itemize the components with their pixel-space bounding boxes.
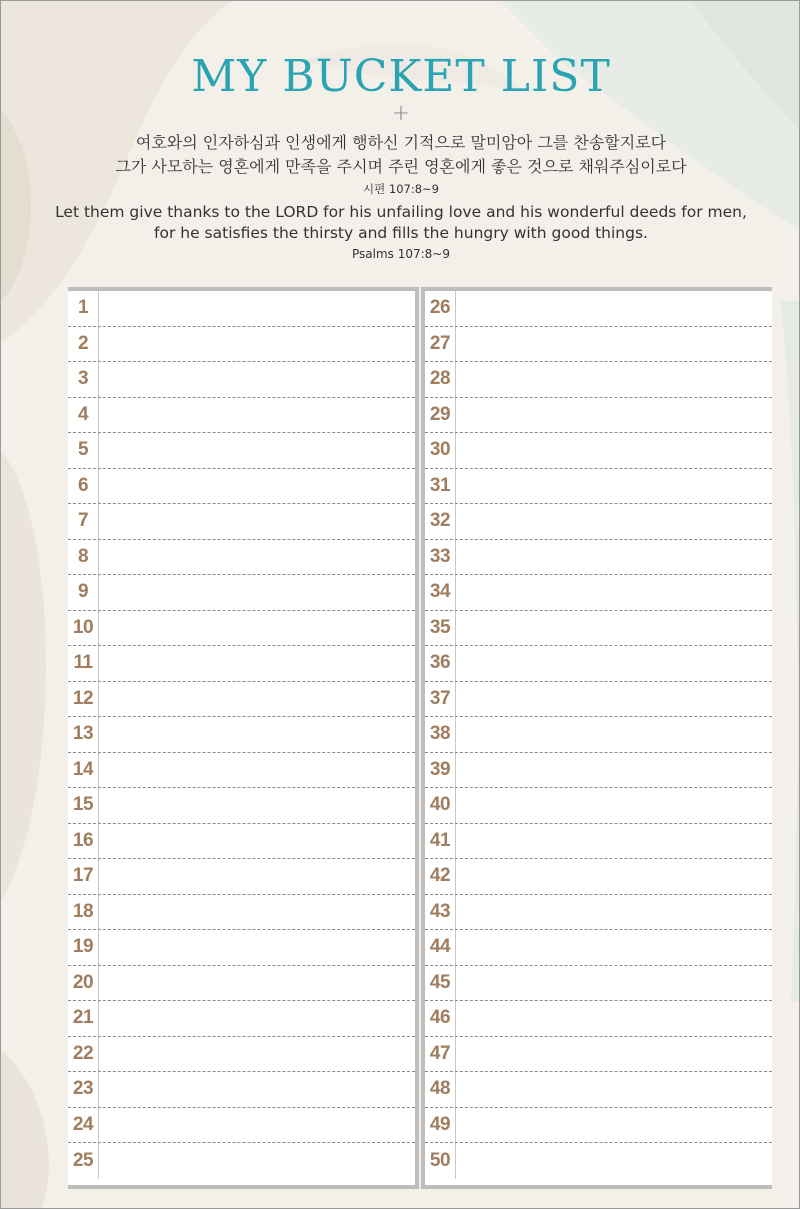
- item-number: 23: [68, 1072, 99, 1107]
- item-write-line[interactable]: [456, 504, 772, 539]
- item-number: 9: [68, 575, 99, 610]
- list-item: [425, 540, 772, 576]
- verse-korean-line-2: 그가 사모하는 영혼에게 만족을 주시며 주린 영혼에게 좋은 것으로 채워주심이로다: [115, 157, 687, 176]
- item-number: 36: [425, 646, 456, 681]
- item-number: 7: [68, 504, 99, 539]
- item-number: 3: [68, 362, 99, 397]
- item-number: 43: [425, 895, 456, 930]
- list-item: [425, 824, 772, 860]
- item-write-line[interactable]: [99, 398, 415, 433]
- list-item: [68, 327, 415, 363]
- item-number: 18: [68, 895, 99, 930]
- list-item: [425, 682, 772, 718]
- item-write-line[interactable]: [99, 611, 415, 646]
- item-number: 28: [425, 362, 456, 397]
- list-item: [425, 859, 772, 895]
- verse-english-line-1: Let them give thanks to the LORD for his unfailing love and his wonderful deeds for men,: [55, 203, 747, 221]
- item-number: 49: [425, 1108, 456, 1143]
- item-write-line[interactable]: [99, 504, 415, 539]
- item-number: 5: [68, 433, 99, 468]
- verse-english-line-2: for he satisfies the thirsty and fills the hungry with good things.: [154, 224, 648, 242]
- item-write-line[interactable]: [99, 469, 415, 504]
- item-write-line[interactable]: [456, 966, 772, 1001]
- item-write-line[interactable]: [99, 1072, 415, 1107]
- list-item: [68, 966, 415, 1002]
- item-number: 29: [425, 398, 456, 433]
- item-write-line[interactable]: [99, 362, 415, 397]
- item-write-line[interactable]: [99, 753, 415, 788]
- list-item: [68, 1108, 415, 1144]
- item-number: 6: [68, 469, 99, 504]
- item-write-line[interactable]: [456, 824, 772, 859]
- list-item: [425, 1037, 772, 1073]
- item-number: 26: [425, 291, 456, 326]
- item-write-line[interactable]: [99, 646, 415, 681]
- item-number: 40: [425, 788, 456, 823]
- item-number: 2: [68, 327, 99, 362]
- list-item: [425, 327, 772, 363]
- list-item: [68, 788, 415, 824]
- item-write-line[interactable]: [456, 1072, 772, 1107]
- list-item: [425, 1108, 772, 1144]
- list-item: [425, 611, 772, 647]
- item-write-line[interactable]: [456, 717, 772, 752]
- item-write-line[interactable]: [456, 1037, 772, 1072]
- item-number: 30: [425, 433, 456, 468]
- item-number: 39: [425, 753, 456, 788]
- list-item: [68, 1143, 415, 1179]
- item-number: 24: [68, 1108, 99, 1143]
- list-item: [68, 362, 415, 398]
- item-number: 27: [425, 327, 456, 362]
- list-item: [68, 824, 415, 860]
- item-number: 47: [425, 1037, 456, 1072]
- item-write-line[interactable]: [99, 682, 415, 717]
- list-item: [68, 1072, 415, 1108]
- list-item: [68, 504, 415, 540]
- item-write-line[interactable]: [99, 1037, 415, 1072]
- item-write-line[interactable]: [456, 895, 772, 930]
- item-number: 37: [425, 682, 456, 717]
- item-write-line[interactable]: [99, 930, 415, 965]
- item-number: 11: [68, 646, 99, 681]
- item-number: 13: [68, 717, 99, 752]
- item-write-line[interactable]: [99, 540, 415, 575]
- item-write-line[interactable]: [99, 788, 415, 823]
- item-number: 46: [425, 1001, 456, 1036]
- list-item: [68, 540, 415, 576]
- list-item: [68, 575, 415, 611]
- item-number: 15: [68, 788, 99, 823]
- item-number: 4: [68, 398, 99, 433]
- list-item: [68, 859, 415, 895]
- plus-separator: +: [391, 101, 411, 126]
- item-write-line[interactable]: [99, 1143, 415, 1179]
- list-item: [425, 895, 772, 931]
- item-write-line[interactable]: [456, 291, 772, 326]
- bucket-list-right-column: [421, 287, 772, 1189]
- item-write-line[interactable]: [99, 966, 415, 1001]
- item-write-line[interactable]: [456, 788, 772, 823]
- verse-korean-reference: 시편 107:8~9: [363, 182, 439, 196]
- item-number: 41: [425, 824, 456, 859]
- bucket-list-left-column: [68, 287, 419, 1189]
- list-item: [68, 1037, 415, 1073]
- list-item: [68, 611, 415, 647]
- item-write-line[interactable]: [99, 575, 415, 610]
- list-item: [425, 1001, 772, 1037]
- item-write-line[interactable]: [99, 1108, 415, 1143]
- list-item: [425, 575, 772, 611]
- item-write-line[interactable]: [99, 717, 415, 752]
- item-write-line[interactable]: [456, 646, 772, 681]
- item-write-line[interactable]: [99, 291, 415, 326]
- list-item: [68, 930, 415, 966]
- item-write-line[interactable]: [456, 930, 772, 965]
- item-write-line[interactable]: [456, 433, 772, 468]
- item-write-line[interactable]: [456, 469, 772, 504]
- item-number: 14: [68, 753, 99, 788]
- item-write-line[interactable]: [99, 1001, 415, 1036]
- page-title: MY BUCKET LIST: [191, 51, 611, 102]
- item-write-line[interactable]: [99, 433, 415, 468]
- list-item: [68, 717, 415, 753]
- item-write-line[interactable]: [456, 540, 772, 575]
- item-number: 8: [68, 540, 99, 575]
- item-number: 16: [68, 824, 99, 859]
- list-item: [425, 646, 772, 682]
- item-write-line[interactable]: [456, 1108, 772, 1143]
- item-number: 19: [68, 930, 99, 965]
- item-write-line[interactable]: [99, 327, 415, 362]
- verse-korean-line-1: 여호와의 인자하심과 인생에게 행하신 기적으로 말미암아 그를 찬송할지로다: [135, 133, 667, 152]
- list-item: [425, 1143, 772, 1179]
- item-number: 12: [68, 682, 99, 717]
- item-number: 33: [425, 540, 456, 575]
- item-write-line[interactable]: [456, 327, 772, 362]
- item-write-line[interactable]: [456, 1001, 772, 1036]
- list-item: [68, 469, 415, 505]
- list-item: [425, 788, 772, 824]
- item-write-line[interactable]: [456, 362, 772, 397]
- list-item: [425, 398, 772, 434]
- item-number: 44: [425, 930, 456, 965]
- list-item: [425, 1072, 772, 1108]
- list-item: [425, 469, 772, 505]
- verse-english-reference: Psalms 107:8~9: [352, 247, 450, 261]
- list-item: [68, 433, 415, 469]
- list-item: [68, 895, 415, 931]
- list-item: [425, 753, 772, 789]
- list-item: [425, 362, 772, 398]
- list-item: [425, 504, 772, 540]
- list-item: [68, 753, 415, 789]
- list-item: [425, 930, 772, 966]
- item-number: 1: [68, 291, 99, 326]
- list-item: [425, 717, 772, 753]
- list-item: [425, 433, 772, 469]
- item-number: 20: [68, 966, 99, 1001]
- item-number: 21: [68, 1001, 99, 1036]
- item-write-line[interactable]: [99, 824, 415, 859]
- item-write-line[interactable]: [456, 611, 772, 646]
- item-write-line[interactable]: [99, 895, 415, 930]
- item-number: 48: [425, 1072, 456, 1107]
- item-number: 25: [68, 1143, 99, 1179]
- list-item: [68, 682, 415, 718]
- list-item: [68, 646, 415, 682]
- list-item: [68, 291, 415, 327]
- item-write-line[interactable]: [456, 859, 772, 894]
- item-write-line[interactable]: [456, 753, 772, 788]
- item-write-line[interactable]: [456, 575, 772, 610]
- item-number: 35: [425, 611, 456, 646]
- item-number: 50: [425, 1143, 456, 1179]
- item-number: 22: [68, 1037, 99, 1072]
- list-item: [68, 1001, 415, 1037]
- item-number: 17: [68, 859, 99, 894]
- item-write-line[interactable]: [456, 682, 772, 717]
- item-number: 45: [425, 966, 456, 1001]
- item-write-line[interactable]: [99, 859, 415, 894]
- item-number: 42: [425, 859, 456, 894]
- item-number: 31: [425, 469, 456, 504]
- item-number: 38: [425, 717, 456, 752]
- item-write-line[interactable]: [456, 1143, 772, 1179]
- item-number: 34: [425, 575, 456, 610]
- item-number: 10: [68, 611, 99, 646]
- list-item: [425, 291, 772, 327]
- list-item: [68, 398, 415, 434]
- item-number: 32: [425, 504, 456, 539]
- list-item: [425, 966, 772, 1002]
- item-write-line[interactable]: [456, 398, 772, 433]
